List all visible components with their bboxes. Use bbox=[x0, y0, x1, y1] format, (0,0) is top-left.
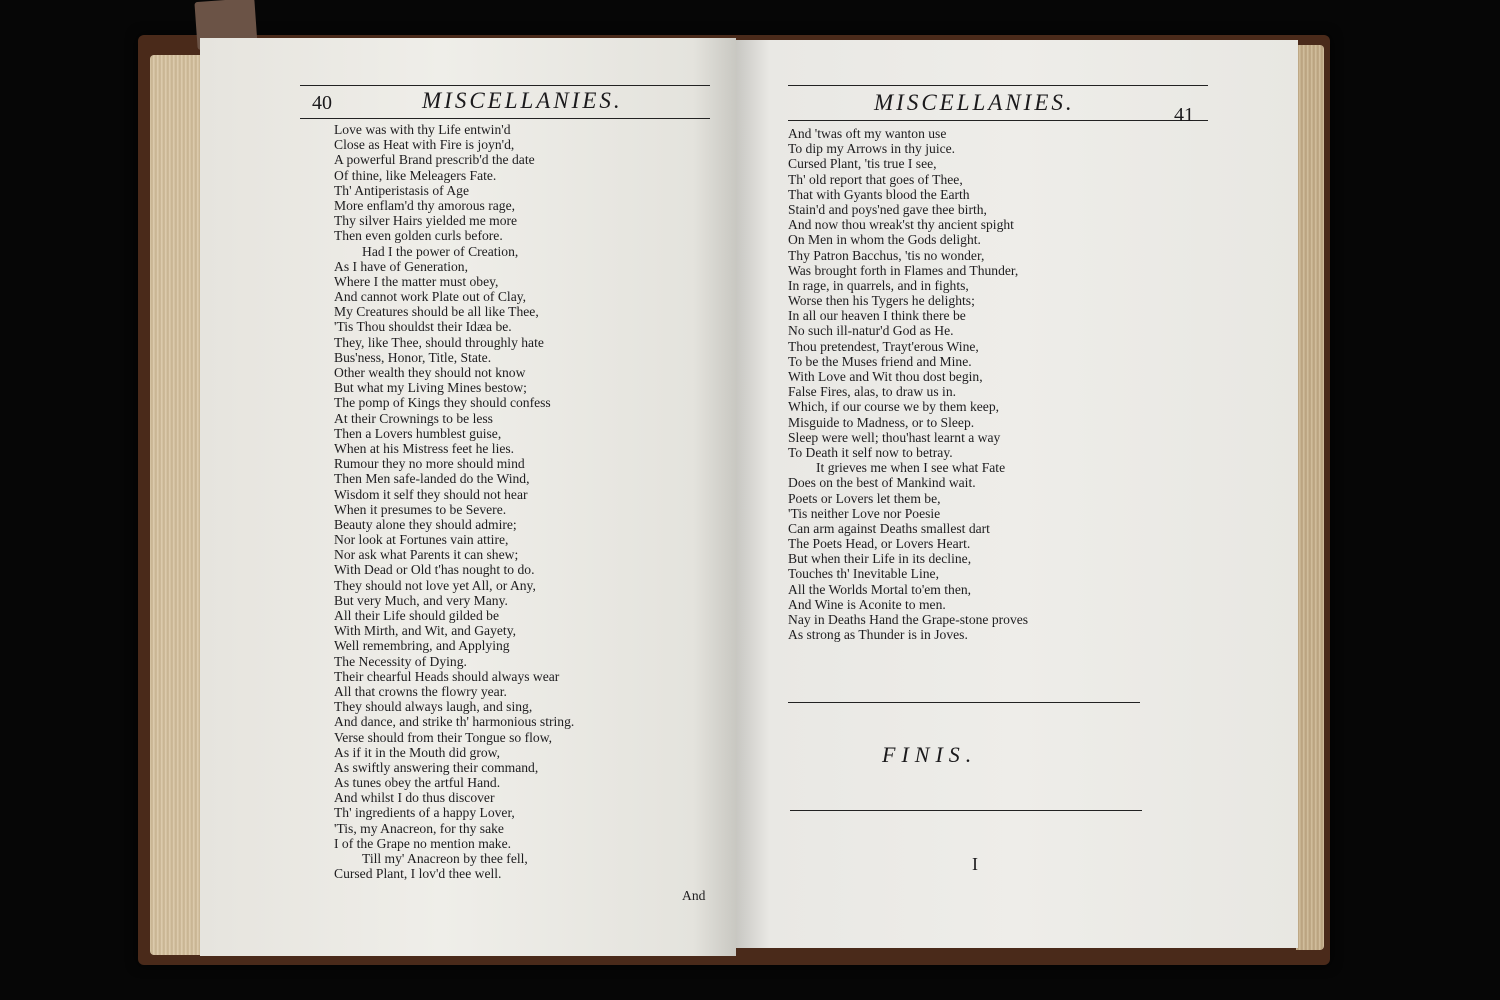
finis-text: FINIS. bbox=[882, 742, 978, 767]
verse-line: Where I the matter must obey, bbox=[334, 273, 499, 289]
verse-line: All that crowns the flowry year. bbox=[334, 683, 507, 699]
running-head: MISCELLANIES. bbox=[874, 90, 1075, 115]
verse-line: And dance, and strike th' harmonious string. bbox=[334, 714, 575, 730]
page-number: 41 bbox=[1174, 104, 1194, 126]
verse-line: As swiftly answering their command, bbox=[334, 759, 539, 775]
verse-line: Can arm against Deaths smallest dart bbox=[788, 520, 990, 536]
right-page bbox=[736, 40, 1298, 948]
verse-line: In rage, in quarrels, and in fights, bbox=[788, 277, 969, 293]
verse-line: When it presumes to be Severe. bbox=[334, 501, 507, 517]
verse-line: Verse should from their Tongue so flow, bbox=[334, 729, 553, 745]
verse-line: Nor ask what Parents it can shew; bbox=[334, 547, 519, 563]
header-rule-top bbox=[300, 85, 710, 86]
verse-line: I of the Grape no mention make. bbox=[334, 835, 512, 851]
verse-line: Other wealth they should not know bbox=[334, 365, 526, 380]
verse-line: Sleep were well; thou'hast learnt a way bbox=[788, 429, 1001, 445]
verse-line: When at his Mistress feet he lies. bbox=[334, 440, 515, 456]
running-head: MISCELLANIES. bbox=[422, 88, 623, 113]
verse-line: But when their Life in its decline, bbox=[788, 551, 972, 567]
verse-line: And whilst I do thus discover bbox=[334, 790, 495, 806]
verse-line: Th' Antiperistasis of Age bbox=[334, 182, 469, 198]
header-rule-top bbox=[788, 85, 1208, 86]
verse-lines bbox=[788, 126, 1028, 642]
verse-line: And 'twas oft my wanton use bbox=[788, 126, 947, 141]
verse-line: Poets or Lovers let them be, bbox=[788, 490, 941, 506]
verse-line: All the Worlds Mortal to'em then, bbox=[788, 581, 972, 597]
verse-line: Bus'ness, Honor, Title, State. bbox=[334, 349, 492, 365]
verse-line: But very Much, and very Many. bbox=[334, 592, 508, 608]
header-rule-bottom bbox=[300, 118, 710, 119]
verse-line: In all our heaven I think there be bbox=[788, 308, 966, 324]
verse-line: Then Men safe-landed do the Wind, bbox=[334, 471, 530, 487]
verse-line: Close as Heat with Fire is joyn'd, bbox=[334, 137, 515, 153]
header-rule-bottom bbox=[788, 120, 1208, 121]
verse-line: On Men in whom the Gods delight. bbox=[788, 232, 981, 248]
verse-lines bbox=[334, 122, 574, 881]
verse-line: Thy Patron Bacchus, 'tis no wonder, bbox=[788, 247, 985, 263]
verse-line: Nay in Deaths Hand the Grape-stone proves bbox=[788, 612, 1029, 627]
verse-line: More enflam'd thy amorous rage, bbox=[334, 197, 515, 213]
verse-line: Their chearful Heads should always wear bbox=[334, 668, 560, 684]
divider-below-finis bbox=[790, 810, 1142, 811]
verse-line: The pomp of Kings they should confess bbox=[334, 395, 551, 411]
verse-line: Beauty alone they should admire; bbox=[334, 516, 517, 532]
verse-line: A powerful Brand prescrib'd the date bbox=[334, 152, 535, 168]
divider-above-finis bbox=[788, 702, 1140, 703]
verse-line: No such ill-natur'd God as He. bbox=[788, 323, 954, 339]
verse-line: All their Life should gilded be bbox=[334, 608, 499, 623]
verse-line: Misguide to Madness, or to Sleep. bbox=[788, 414, 975, 430]
verse-line: That with Gyants blood the Earth bbox=[788, 186, 970, 202]
catchword: And bbox=[682, 888, 706, 903]
verse-line: It grieves me when I see what Fate bbox=[816, 460, 1006, 476]
verse-line: To Death it self now to betray. bbox=[788, 444, 953, 460]
verse-line: Does on the best of Mankind wait. bbox=[788, 475, 976, 491]
verse-line: Stain'd and poys'ned gave thee birth, bbox=[788, 201, 987, 217]
left-page bbox=[200, 38, 736, 956]
verse-line: At their Crownings to be less bbox=[334, 410, 493, 426]
verse-line: Well remembring, and Applying bbox=[334, 638, 510, 654]
verse-line: Thou pretendest, Trayt'erous Wine, bbox=[788, 338, 979, 354]
verse-line: Then a Lovers humblest guise, bbox=[334, 425, 502, 441]
verse-line: Rumour they no more should mind bbox=[334, 456, 525, 472]
verse-line: With Love and Wit thou dost begin, bbox=[788, 369, 983, 384]
verse-line: With Mirth, and Wit, and Gayety, bbox=[334, 623, 517, 639]
verse-line: With Dead or Old t'has nought to do. bbox=[334, 562, 535, 578]
verse-line: Of thine, like Meleagers Fate. bbox=[334, 167, 497, 183]
verse-line: Touches th' Inevitable Line, bbox=[788, 566, 939, 582]
verse-line: Th' ingredients of a happy Lover, bbox=[334, 805, 515, 821]
verse-line: Which, if our course we by them keep, bbox=[788, 399, 1000, 415]
verse-line: But what my Living Mines bestow; bbox=[334, 380, 527, 396]
verse-line: Love was with thy Life entwin'd bbox=[334, 122, 511, 137]
page-number: 40 bbox=[312, 92, 332, 114]
verse-line: False Fires, alas, to draw us in. bbox=[788, 384, 957, 400]
verse-line: Cursed Plant, I lov'd thee well. bbox=[334, 866, 502, 882]
verse-line: 'Tis neither Love nor Poesie bbox=[788, 505, 941, 521]
verse-line: As strong as Thunder is in Joves. bbox=[788, 627, 968, 643]
verse-line: Th' old report that goes of Thee, bbox=[788, 171, 963, 187]
verse-line: Nor look at Fortunes vain attire, bbox=[334, 532, 509, 548]
verse-line: And Wine is Aconite to men. bbox=[788, 596, 946, 612]
right-page-edges bbox=[1296, 45, 1324, 950]
verse-line: And cannot work Plate out of Clay, bbox=[334, 289, 527, 305]
signature-mark: I bbox=[972, 854, 978, 874]
verse-line: My Creatures should be all like Thee, bbox=[334, 304, 539, 320]
verse-line: As if it in the Mouth did grow, bbox=[334, 744, 501, 760]
verse-line: They, like Thee, should throughly hate bbox=[334, 334, 544, 350]
verse-line: And now thou wreak'st thy ancient spight bbox=[788, 217, 1014, 233]
verse-line: Cursed Plant, 'tis true I see, bbox=[788, 156, 937, 172]
verse-line: They should not love yet All, or Any, bbox=[334, 577, 536, 593]
verse-line: The Poets Head, or Lovers Heart. bbox=[788, 536, 971, 552]
verse-line: Then even golden curls before. bbox=[334, 228, 503, 244]
verse-line: Wisdom it self they should not hear bbox=[334, 486, 528, 502]
verse-line: Thy silver Hairs yielded me more bbox=[334, 213, 518, 229]
verse-line: Had I the power of Creation, bbox=[362, 243, 519, 259]
verse-line: Worse then his Tygers he delights; bbox=[788, 293, 975, 309]
verse-line: Was brought forth in Flames and Thunder, bbox=[788, 262, 1019, 278]
verse-line: As I have of Generation, bbox=[334, 258, 468, 274]
verse-line: They should always laugh, and sing, bbox=[334, 699, 533, 715]
verse-line: To dip my Arrows in thy juice. bbox=[788, 141, 956, 157]
left-page-edges bbox=[150, 55, 202, 955]
verse-line: As tunes obey the artful Hand. bbox=[334, 775, 501, 791]
verse-line: 'Tis, my Anacreon, for thy sake bbox=[334, 820, 504, 836]
verse-line: 'Tis Thou shouldst their Idæa be. bbox=[334, 319, 512, 335]
verse-line: To be the Muses friend and Mine. bbox=[788, 353, 972, 369]
verse-line: The Necessity of Dying. bbox=[334, 653, 467, 669]
verse-line: Till my' Anacreon by thee fell, bbox=[362, 851, 528, 866]
